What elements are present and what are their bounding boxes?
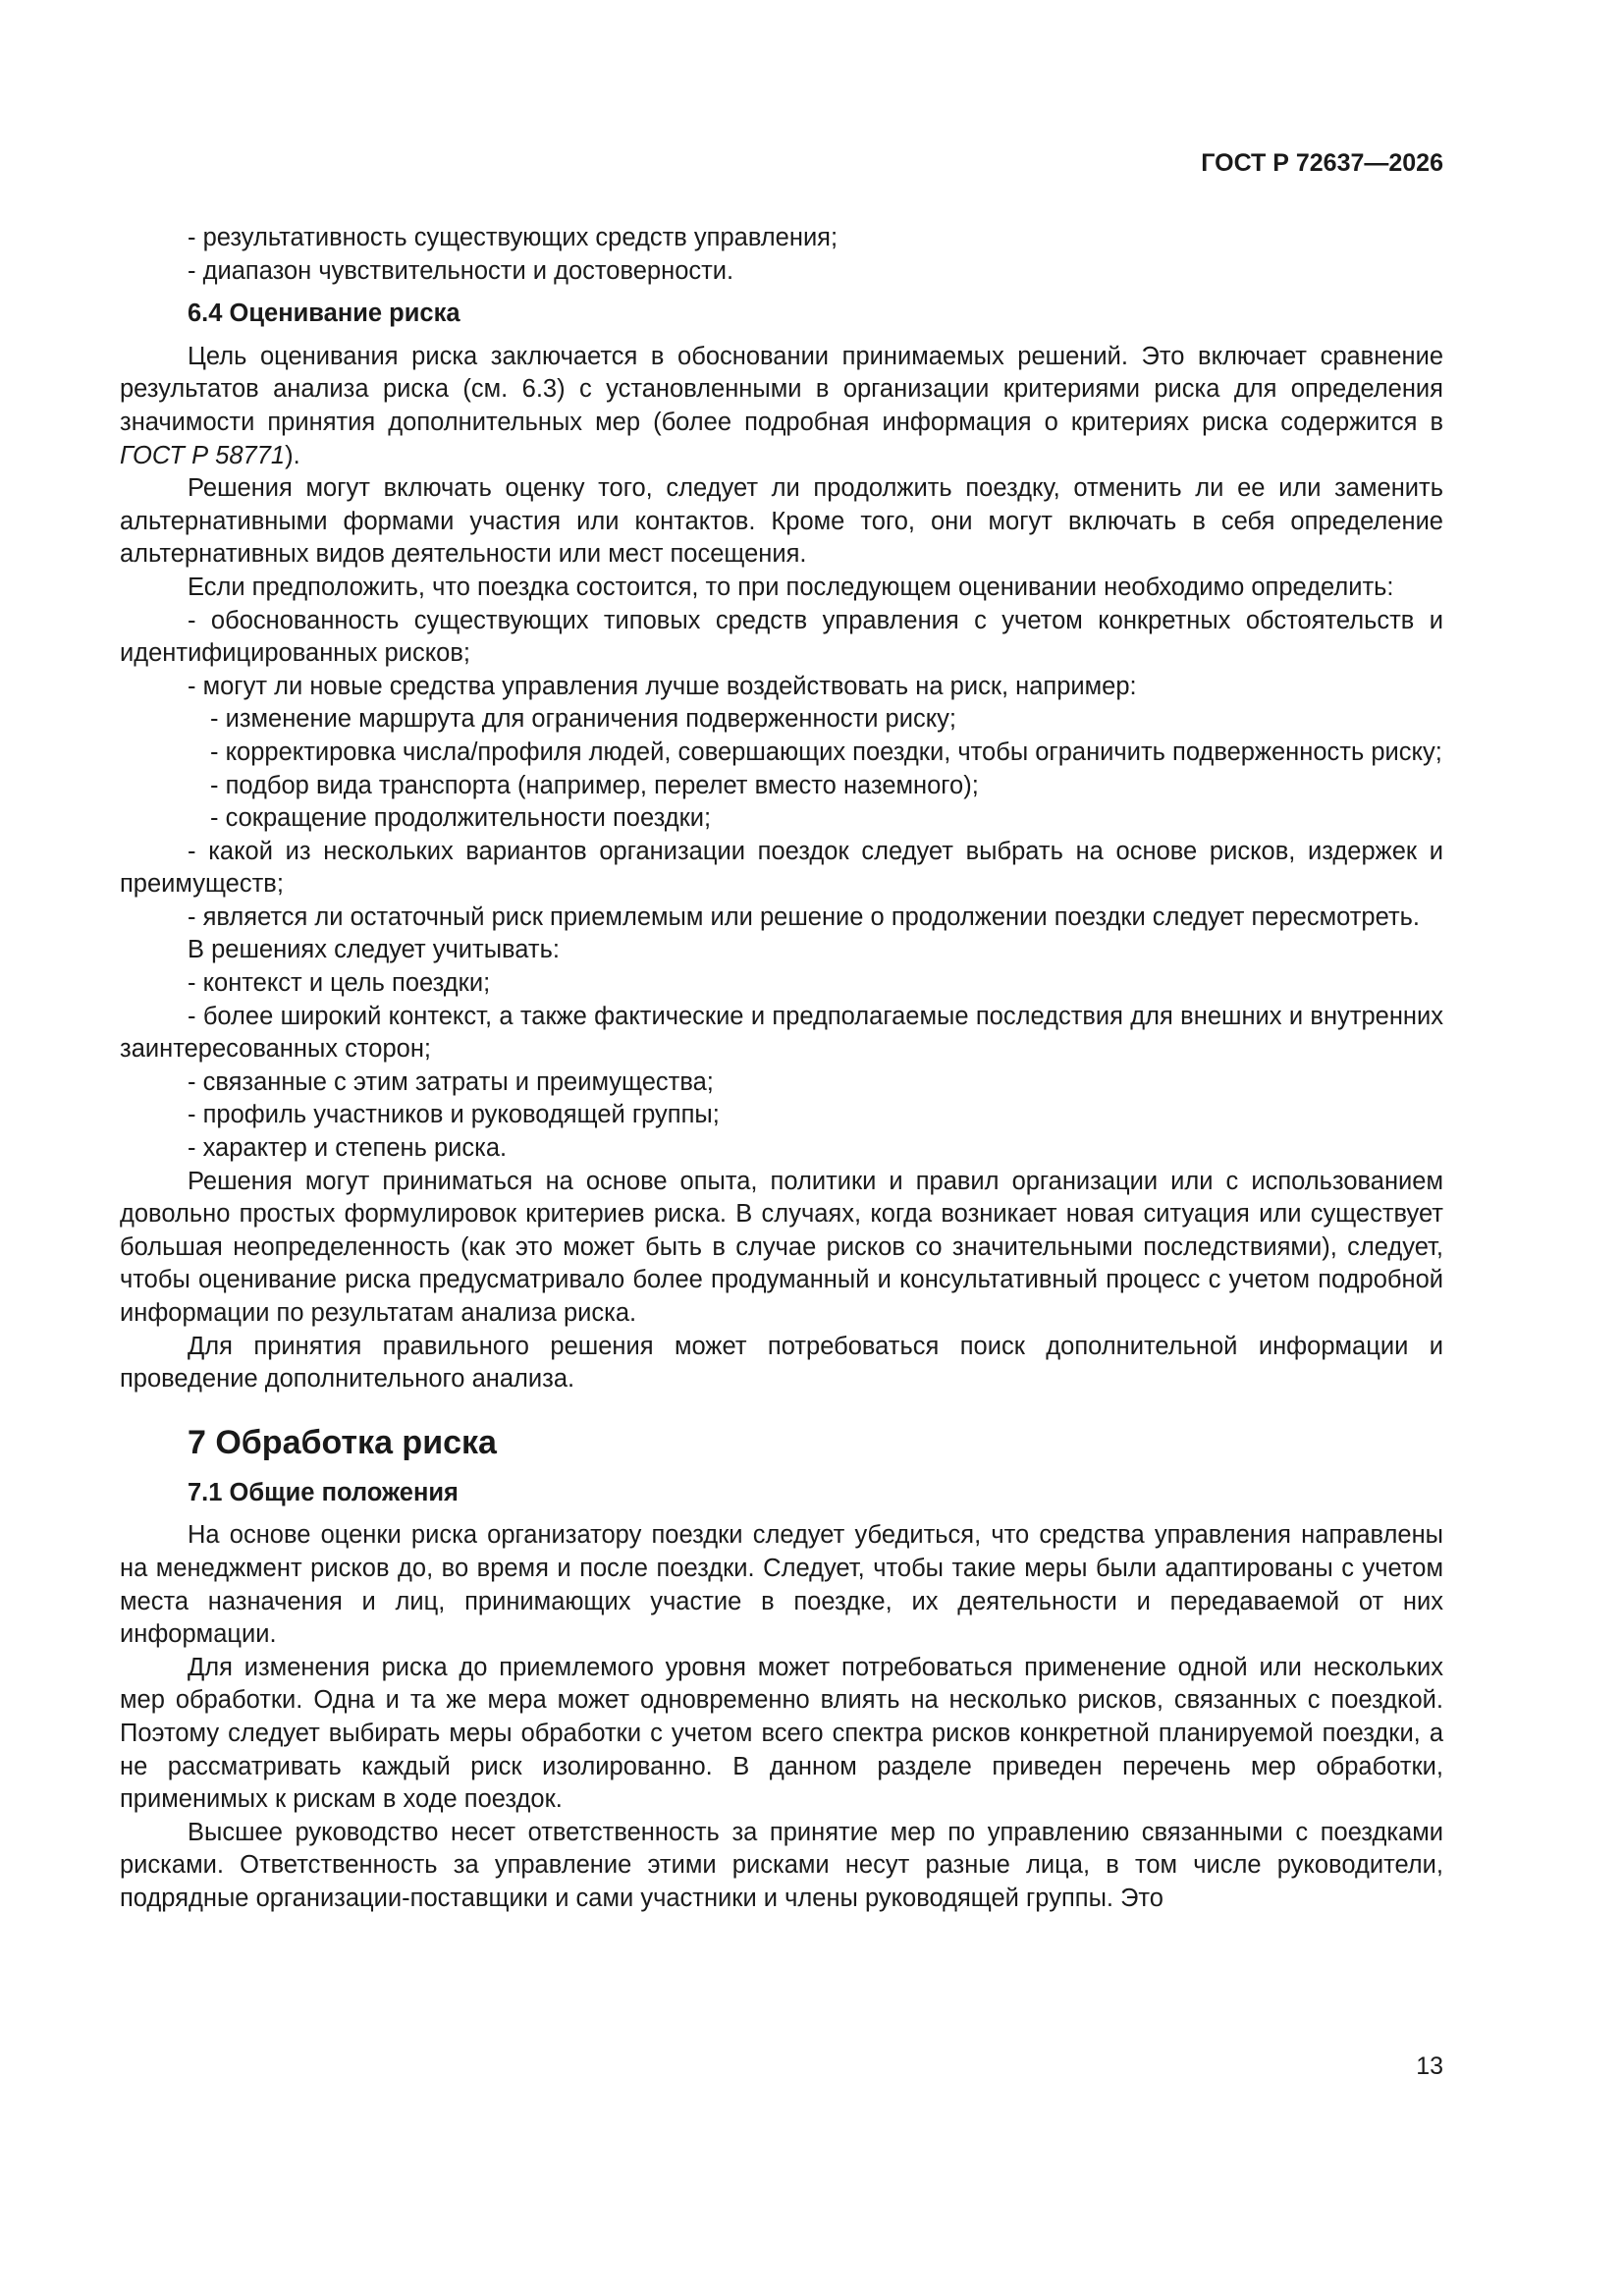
paragraph: Для изменения риска до приемлемого уровня может потребоваться применение одной или нескольких мер обработки. Одна и та же мера может одновременно влиять на несколько рисков, связанных с поездкой. Поэтому следует выбирать меры обработки с учетом всего спектра рисков конкретной планируемой поездки, а не рассматривать каждый риск изолированно. В данном разделе приведен перечень мер обработки, применимых к рискам в ходе поездок.	[120, 1653, 1443, 1814]
paragraph: - сокращение продолжительности поездки;	[210, 804, 712, 833]
text-run: ).	[285, 441, 300, 469]
paragraph: Для принятия правильного решения может потребоваться поиск дополнительной информации и проведение дополнительного анализа.	[120, 1332, 1443, 1394]
paragraph: - профиль участников и руководящей группы;	[188, 1101, 720, 1129]
paragraph: Если предположить, что поездка состоится, то при последующем оценивании необходимо определить:	[188, 573, 1394, 601]
page-body	[120, 222, 1443, 1916]
paragraph: - обоснованность существующих типовых средств управления с учетом конкретных обстоятельств и идентифицированных рисков;	[120, 606, 1443, 668]
paragraph: - результативность существующих средств управления;	[188, 224, 839, 251]
paragraph: - корректировка числа/профиля людей, совершающих поездки, чтобы ограничить подверженность риску;	[210, 738, 1442, 766]
paragraph: - более широкий контекст, а также фактические и предполагаемые последствия для внешних и внутренних заинтересованных сторон;	[120, 1002, 1443, 1064]
paragraph: - какой из нескольких вариантов организации поездок следует выбрать на основе рисков, издержек и преимуществ;	[120, 837, 1443, 899]
paragraph: - является ли остаточный риск приемлемым или решение о продолжении поездки следует пересмотреть.	[188, 902, 1421, 931]
paragraph: - диапазон чувствительности и достоверности.	[188, 256, 734, 285]
text-run: Цель оценивания риска заключается в обосновании принимаемых решений. Это включает сравнение результатов анализа риска (см. 6.3) с установленными в организации критериями риска для определения значимости принятия дополнительных мер (более подробная информация о критериях риска содержится в	[120, 342, 1443, 436]
standard-reference: ГОСТ Р 58771	[120, 441, 286, 469]
paragraph: - изменение маршрута для ограничения подверженности риску;	[210, 705, 956, 734]
paragraph: - подбор вида транспорта (например, перелет вместо наземного);	[210, 771, 979, 799]
paragraph: На основе оценки риска организатору поездки следует убедиться, что средства управления направлены на менеджмент рисков до, во время и после поездки. Следует, чтобы такие меры были адаптированы с учетом места назначения и лиц, принимающих участие в поездке, их деятельности и передаваемой от них информации.	[120, 1521, 1443, 1649]
page-number: 13	[1416, 2052, 1443, 2080]
paragraph: - характер и степень риска.	[188, 1134, 508, 1163]
paragraph: - контекст и цель поездки;	[188, 969, 491, 998]
paragraph: В решениях следует учитывать:	[188, 936, 560, 964]
paragraph: Высшее руководство несет ответственность за принятие мер по управлению связанными с поездками рисками. Ответственность за управление этими рисками несут разные лица, в том числе руководители, подрядные организации-поставщики и сами участники и члены руководящей группы. Это	[120, 1818, 1443, 1912]
paragraph	[120, 341, 1443, 472]
subsection-heading: 7.1 Общие положения	[188, 1478, 459, 1506]
paragraph: Решения могут приниматься на основе опыта, политики и правил организации или с использованием довольно простых формулировок критериев риска. В случаях, когда возникает новая ситуация или существует большая неопределенность (как это может быть в случае рисков со значительными последствиями), следует, чтобы оценивание риска предусматривало более продуманный и консультативный процесс с учетом подробной информации по результатам анализа риска.	[120, 1167, 1443, 1327]
paragraph: - могут ли новые средства управления лучше воздействовать на риск, например:	[188, 672, 1137, 700]
standard-header: ГОСТ Р 72637—2026	[1201, 149, 1443, 177]
paragraph: - связанные с этим затраты и преимущества;	[188, 1067, 714, 1096]
section-heading: 7 Обработка риска	[188, 1423, 497, 1461]
paragraph: Решения могут включать оценку того, следует ли продолжить поездку, отменить ли ее или заменить альтернативными формами участия или контактов. Кроме того, они могут включать в себя определение альтернативных видов деятельности или мест посещения.	[120, 474, 1443, 569]
subsection-heading: 6.4 Оценивание риска	[188, 300, 460, 328]
